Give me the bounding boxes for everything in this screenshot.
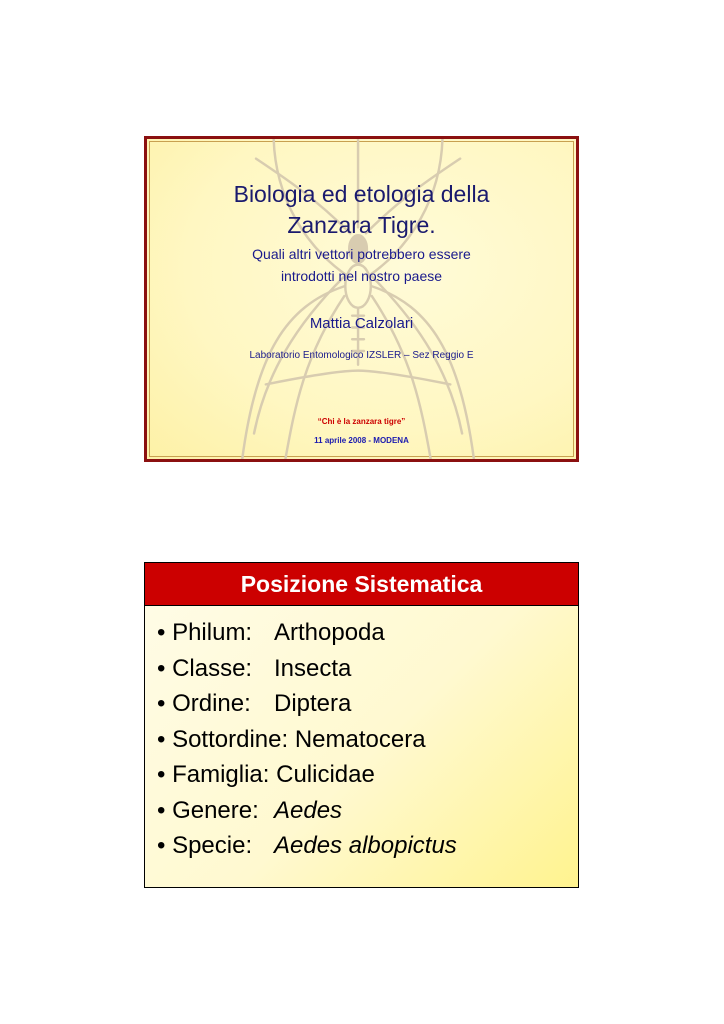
- subtitle-line: introdotti nel nostro paese: [280, 268, 443, 284]
- list-item: [157, 686, 578, 722]
- city-text: MODENA: [373, 436, 409, 445]
- taxonomy-slide: [144, 562, 579, 888]
- taxon-value: Aedes albopictus: [274, 832, 457, 859]
- taxon-value: Insecta: [274, 654, 352, 682]
- subtitle-line: Quali altri vettori potrebbero essere: [252, 246, 471, 262]
- presentation-subtitle: [147, 243, 576, 287]
- list-item: [157, 793, 578, 829]
- list-item: [157, 828, 578, 864]
- taxon-value: Aedes: [274, 796, 343, 824]
- taxon-rank: • Ordine:: [157, 690, 251, 717]
- list-item: [157, 722, 578, 758]
- presentation-title: [147, 179, 576, 241]
- taxon-rank: • Specie:: [157, 832, 253, 859]
- list-item: [157, 651, 578, 687]
- event-title: “Chi è la zanzara tigre”: [317, 417, 406, 426]
- taxon-rank: • Classe:: [157, 654, 253, 682]
- taxon-rank: • Famiglia:: [157, 761, 270, 788]
- taxon-rank: • Philum:: [157, 619, 253, 646]
- list-item: [157, 757, 578, 793]
- date-text: 11 aprile 2008 -: [314, 436, 374, 445]
- slide-header: Posizione Sistematica: [145, 563, 578, 606]
- list-item: [157, 615, 578, 651]
- taxon-value: Culicidae: [269, 761, 375, 788]
- event-date: [147, 436, 576, 445]
- taxon-value: Arthopoda: [274, 619, 385, 646]
- title-line: Biologia ed etologia della: [233, 181, 490, 207]
- taxon-value: Diptera: [274, 690, 352, 717]
- taxon-rank: • Sottordine:: [157, 725, 289, 753]
- taxon-value: Nematocera: [288, 725, 426, 753]
- title-line: Zanzara Tigre.: [287, 212, 436, 238]
- taxon-rank: • Genere:: [157, 796, 259, 824]
- taxonomy-list: [145, 606, 578, 864]
- title-slide: [144, 136, 579, 462]
- lab-affiliation: Laboratorio Entomologico IZSLER – Sez Reggio E: [249, 350, 474, 361]
- author-name: Mattia Calzolari: [309, 315, 414, 332]
